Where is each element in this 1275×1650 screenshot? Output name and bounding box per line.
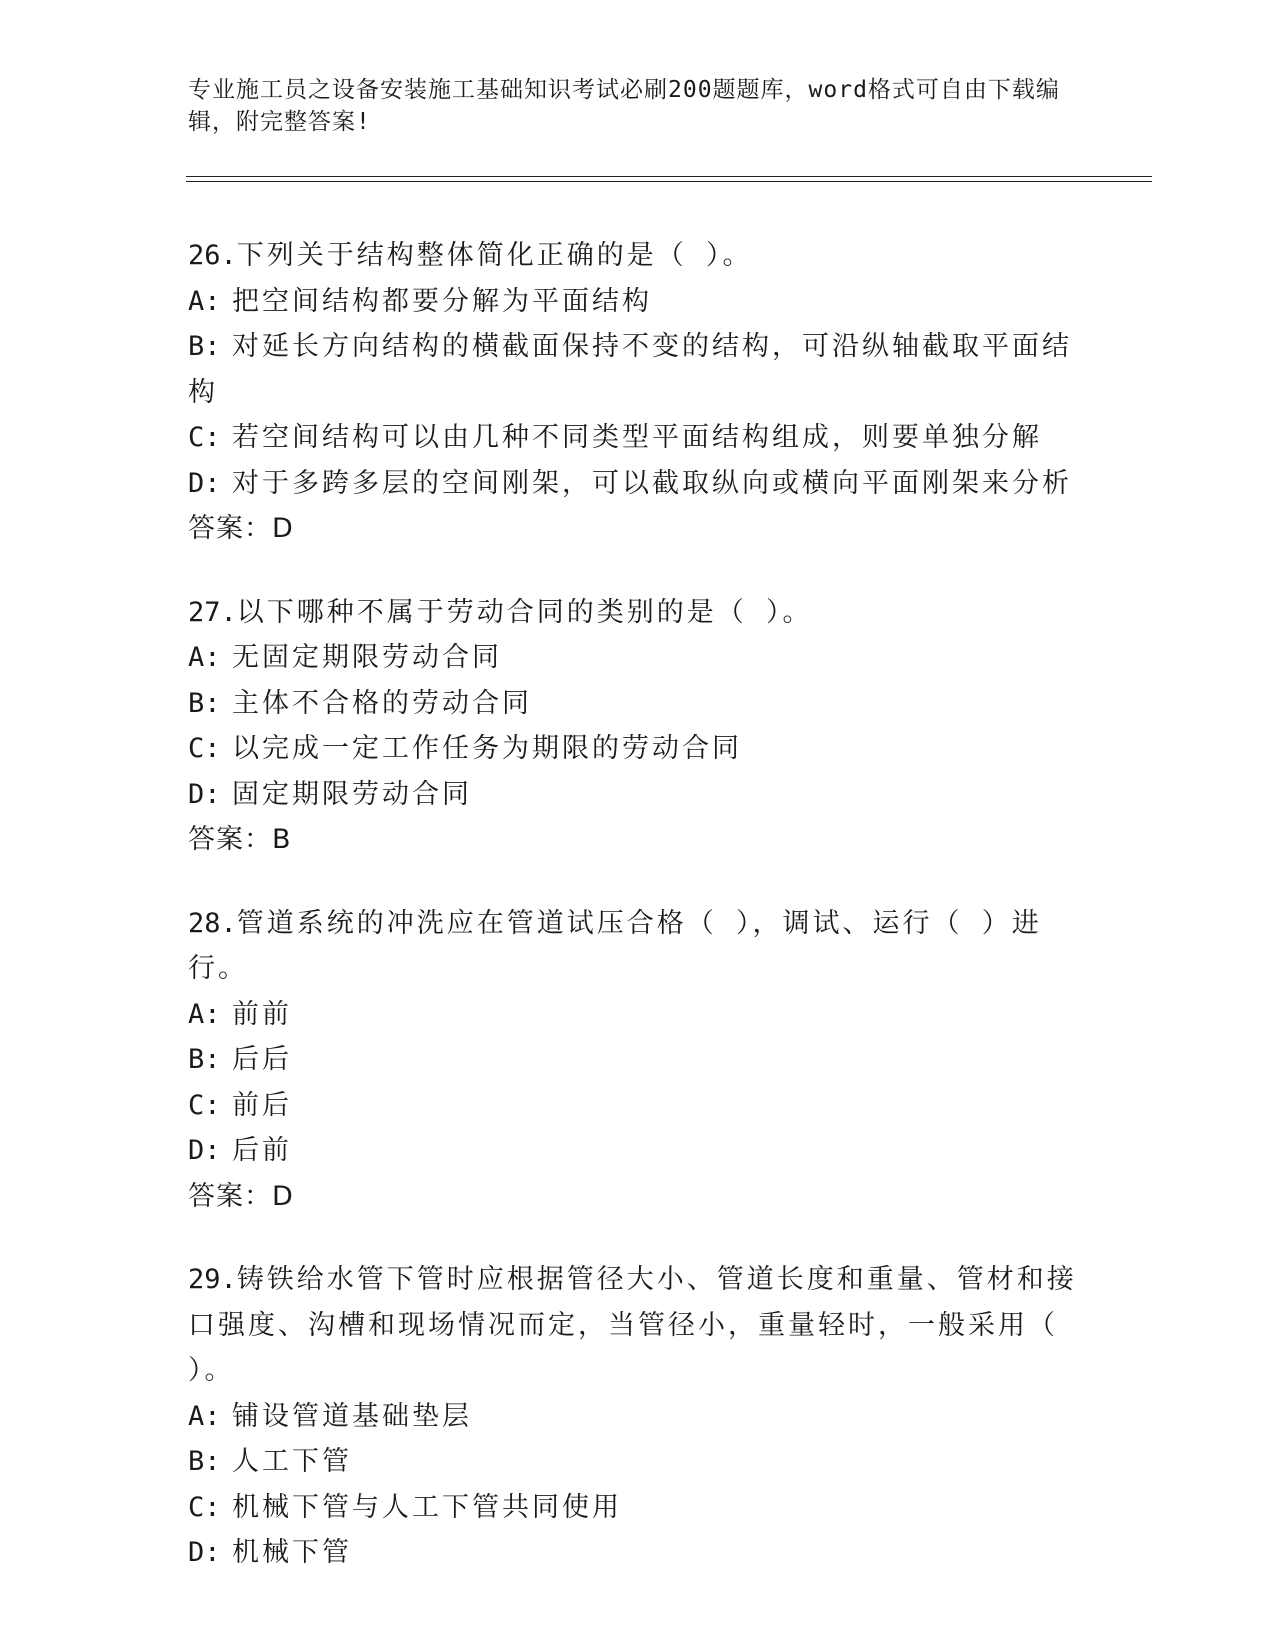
question-stem	[188, 590, 1088, 636]
option-key: C:	[188, 733, 221, 764]
question-text: 下列关于结构整体简化正确的是（ ）。	[236, 240, 753, 271]
option-text: 前后	[232, 1089, 292, 1121]
option-c	[188, 415, 1088, 461]
option-text: 无固定期限劳动合同	[232, 642, 502, 673]
option-a	[188, 635, 1088, 681]
option-text: 前前	[232, 998, 292, 1030]
option-key: B:	[188, 1446, 221, 1477]
option-text: 若空间结构可以由几种不同类型平面结构组成，则要单独分解	[232, 422, 1042, 453]
question-28	[188, 901, 1088, 1220]
option-text: 主体不合格的劳动合同	[232, 687, 532, 719]
option-text: 后前	[232, 1135, 292, 1166]
option-key: B:	[188, 331, 221, 362]
option-key: A:	[188, 998, 221, 1030]
option-key: D:	[188, 1135, 221, 1166]
question-list	[188, 233, 1088, 1614]
option-text: 以完成一定工作任务为期限的劳动合同	[232, 733, 742, 764]
option-key: B:	[188, 1044, 221, 1075]
option-text: 机械下管与人工下管共同使用	[232, 1491, 622, 1523]
option-key: D:	[188, 778, 221, 810]
option-text: 后后	[232, 1044, 292, 1075]
option-key: C:	[188, 1491, 221, 1523]
header-rule-top	[186, 176, 1152, 177]
option-text: 铺设管道基础垫层	[232, 1400, 472, 1432]
option-text: 人工下管	[232, 1446, 352, 1477]
document-header	[188, 74, 1068, 138]
option-c	[188, 1083, 1088, 1129]
option-text: 把空间结构都要分解为平面结构	[232, 285, 652, 317]
option-a	[188, 1394, 1088, 1440]
question-text: 管道系统的冲洗应在管道试压合格（ ），调试、运行（ ）进行。	[188, 907, 1042, 984]
option-key: A:	[188, 642, 221, 673]
option-c	[188, 1485, 1088, 1531]
option-key: C:	[188, 422, 221, 453]
option-b	[188, 324, 1088, 415]
option-key: D:	[188, 1537, 221, 1568]
header-rule-bottom	[186, 181, 1152, 182]
option-text: 固定期限劳动合同	[232, 778, 472, 810]
option-a	[188, 279, 1088, 325]
option-b	[188, 681, 1088, 727]
option-d	[188, 1128, 1088, 1174]
question-stem	[188, 233, 1088, 279]
question-text: 以下哪种不属于劳动合同的类别的是（ ）。	[236, 596, 813, 628]
option-key: B:	[188, 687, 221, 719]
question-text: 铸铁给水管下管时应根据管径大小、管道长度和重量、管材和接口强度、沟槽和现场情况而定，当管径小，重量轻时，一般采用（ ）。	[188, 1264, 1077, 1386]
answer-line: 答案：B	[188, 824, 292, 855]
option-key: C:	[188, 1089, 221, 1121]
option-text: 机械下管	[232, 1537, 352, 1568]
question-number: 27.	[188, 596, 237, 628]
option-text: 对于多跨多层的空间刚架，可以截取纵向或横向平面刚架来分析	[232, 467, 1072, 499]
option-d	[188, 772, 1088, 818]
option-c	[188, 726, 1088, 772]
answer-line: 答案：D	[188, 513, 294, 544]
question-29	[188, 1257, 1088, 1576]
option-b	[188, 1037, 1088, 1083]
option-a	[188, 992, 1088, 1038]
question-26	[188, 233, 1088, 552]
question-27	[188, 590, 1088, 863]
option-key: A:	[188, 1400, 221, 1432]
question-number: 26.	[188, 240, 237, 271]
option-key: A:	[188, 285, 221, 317]
option-b	[188, 1439, 1088, 1485]
option-d	[188, 461, 1088, 507]
question-number: 28.	[188, 907, 237, 939]
question-stem	[188, 901, 1088, 992]
answer-line: 答案：D	[188, 1180, 294, 1212]
header-title: 专业施工员之设备安装施工基础知识考试必刷200题题库，word格式可自由下载编辑，附完整答案!	[188, 77, 1060, 135]
question-stem	[188, 1257, 1088, 1394]
option-d	[188, 1530, 1088, 1576]
option-text: 对延长方向结构的横截面保持不变的结构，可沿纵轴截取平面结构	[188, 331, 1072, 408]
question-number: 29.	[188, 1264, 237, 1295]
option-key: D:	[188, 467, 221, 499]
